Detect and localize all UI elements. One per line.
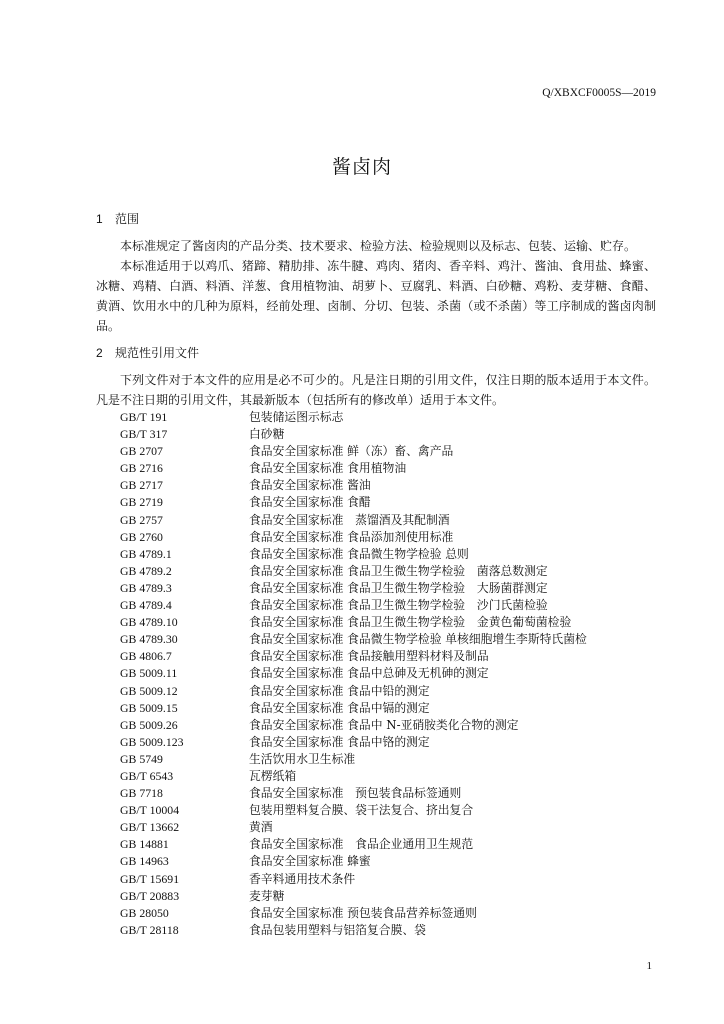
reference-code: GB/T 317	[120, 427, 168, 442]
reference-title: 麦芽糖	[249, 888, 285, 903]
reference-code: GB 2707	[120, 444, 163, 459]
reference-code: GB 5009.12	[120, 683, 178, 698]
reference-code: GB/T 15691	[120, 871, 180, 886]
reference-title: 食品安全国家标准 食品卫生微生物学检验 金黄色葡萄菌检验	[249, 615, 572, 630]
reference-title: 食品安全国家标准 食品接触用塑料材料及制品	[249, 649, 489, 664]
reference-code: GB 4789.4	[120, 598, 172, 613]
reference-item	[120, 734, 587, 751]
reference-code: GB 5009.15	[120, 700, 178, 715]
section-1-paragraph-1: 本标准规定了酱卤肉的产品分类、技术要求、检验方法、检验规则以及标志、包装、运输、贮存。	[120, 239, 637, 253]
section-2-intro: 下列文件对于本文件的应用是必不可少的。凡是注日期的引用文件，仅注日期的版本适用于本文件。凡是不注日期的引用文件，其最新版本（包括所有的修改单）适用于本文件。	[96, 373, 656, 407]
document-title: 酱卤肉	[331, 156, 392, 178]
reference-item	[120, 529, 587, 546]
document-code: Q/XBXCF0005S—2019	[542, 87, 656, 99]
reference-item	[120, 871, 587, 888]
reference-item	[120, 905, 587, 922]
reference-code: GB 5009.123	[120, 734, 184, 749]
reference-code: GB 14881	[120, 837, 169, 852]
reference-title: 食品安全国家标准 食醋	[249, 495, 371, 510]
reference-title: 瓦楞纸箱	[249, 768, 297, 783]
section-2-number: 2	[96, 346, 103, 360]
reference-item	[120, 683, 587, 700]
reference-list	[120, 409, 587, 939]
reference-title: 黄酒	[249, 820, 273, 835]
reference-item	[120, 751, 587, 768]
reference-code: GB/T 20883	[120, 888, 180, 903]
reference-title: 食品安全国家标准 食品卫生微生物学检验 菌落总数测定	[249, 563, 548, 578]
reference-title: 食品安全国家标准 食品中铬的测定	[249, 734, 430, 749]
reference-item	[120, 460, 587, 477]
reference-code: GB 4789.3	[120, 580, 172, 595]
reference-code: GB/T 28118	[120, 922, 179, 937]
reference-code: GB 4789.1	[120, 546, 172, 561]
section-2-title: 规范性引用文件	[115, 346, 200, 360]
reference-code: GB/T 6543	[120, 768, 174, 783]
reference-item	[120, 785, 587, 802]
reference-code: GB 5749	[120, 751, 163, 766]
reference-title: 食品安全国家标准 鲜（冻）畜、禽产品	[249, 444, 454, 459]
reference-title: 食品安全国家标准 蒸馏酒及其配制酒	[249, 512, 450, 527]
reference-item	[120, 614, 587, 631]
section-1-heading	[96, 210, 139, 227]
reference-item	[120, 494, 587, 511]
reference-item	[120, 409, 587, 426]
reference-title: 食品安全国家标准 食品企业通用卫生规范	[249, 837, 474, 852]
reference-title: 食品包装用塑料与铝箔复合膜、袋	[249, 922, 426, 937]
reference-item	[120, 922, 587, 939]
reference-title: 食品安全国家标准 预包装食品标签通则	[249, 786, 462, 801]
reference-item	[120, 888, 587, 905]
reference-item	[120, 665, 587, 682]
reference-code: GB 4789.2	[120, 563, 172, 578]
section-1-paragraph-2: 本标准适用于以鸡爪、猪蹄、精肋排、冻牛腱、鸡肉、猪肉、香辛料、鸡汁、酱油、食用盐、蜂蜜、冰糖、鸡精、白酒、料酒、洋葱、食用植物油、胡萝卜、豆腐乳、料酒、白砂糖、鸡粉、麦芽糖、食醋、黄酒、饮用水中的几种为原料，经前处理、卤制、分切、包装、杀菌（或不杀菌）等工序制成的酱卤肉制品。	[96, 259, 656, 333]
reference-item	[120, 443, 587, 460]
reference-item	[120, 648, 587, 665]
reference-item	[120, 836, 587, 853]
reference-item	[120, 512, 587, 529]
reference-code: GB 5009.11	[120, 666, 178, 681]
reference-code: GB 5009.26	[120, 717, 178, 732]
reference-item	[120, 853, 587, 870]
reference-code: GB 2716	[120, 461, 163, 476]
reference-title: 包装储运图示标志	[249, 410, 344, 424]
page-number: 1	[646, 960, 652, 972]
reference-code: GB 2717	[120, 478, 163, 493]
reference-item	[120, 477, 587, 494]
reference-code: GB 2760	[120, 529, 163, 544]
reference-title: 食品安全国家标准 食品添加剂使用标准	[249, 529, 454, 544]
reference-title: 食品安全国家标准 预包装食品营养标签通则	[249, 905, 477, 920]
reference-title: 食品安全国家标准 食品卫生微生物学检验 大肠菌群测定	[249, 580, 548, 595]
reference-code: GB/T 191	[120, 410, 168, 424]
reference-code: GB 14963	[120, 854, 169, 869]
reference-title: 食品安全国家标准 食品卫生微生物学检验 沙门氏菌检验	[249, 598, 548, 613]
section-1-title: 范围	[115, 212, 140, 226]
reference-title: 食品安全国家标准 食品中镉的测定	[249, 700, 430, 715]
reference-code: GB 4806.7	[120, 649, 172, 664]
reference-code: GB 28050	[120, 905, 169, 920]
reference-code: GB 4789.30	[120, 632, 178, 647]
reference-item	[120, 768, 587, 785]
reference-code: GB/T 10004	[120, 803, 180, 818]
reference-title: 食品安全国家标准 食品中 N-亚硝胺类化合物的测定	[249, 717, 519, 732]
reference-code: GB 7718	[120, 786, 163, 801]
reference-item	[120, 580, 587, 597]
reference-item	[120, 802, 587, 819]
reference-code: GB 4789.10	[120, 615, 178, 630]
reference-title: 食品安全国家标准 酱油	[249, 478, 371, 493]
reference-item	[120, 819, 587, 836]
reference-item	[120, 563, 587, 580]
reference-title: 食品安全国家标准 食品中总砷及无机砷的测定	[249, 666, 489, 681]
reference-title: 白砂糖	[249, 427, 285, 442]
reference-title: 食品安全国家标准 食品微生物学检验 总则	[249, 546, 469, 561]
reference-item	[120, 426, 587, 443]
section-1-number: 1	[96, 212, 103, 226]
reference-title: 食品安全国家标准 食用植物油	[249, 461, 407, 476]
reference-item	[120, 717, 587, 734]
reference-code: GB 2719	[120, 495, 163, 510]
reference-code: GB/T 13662	[120, 820, 180, 835]
reference-code: GB 2757	[120, 512, 163, 527]
section-2-heading	[96, 344, 199, 361]
reference-title: 包装用塑料复合膜、袋干法复合、挤出复合	[249, 803, 474, 818]
reference-title: 食品安全国家标准 食品中铅的测定	[249, 683, 430, 698]
reference-title: 食品安全国家标准 蜂蜜	[249, 854, 371, 869]
reference-title: 香辛料通用技术条件	[249, 871, 356, 886]
reference-title: 生活饮用水卫生标准	[249, 751, 356, 766]
reference-item	[120, 631, 587, 648]
reference-title: 食品安全国家标准 食品微生物学检验 单核细胞增生李斯特氏菌检	[249, 632, 587, 647]
reference-item	[120, 546, 587, 563]
reference-item	[120, 700, 587, 717]
reference-item	[120, 597, 587, 614]
